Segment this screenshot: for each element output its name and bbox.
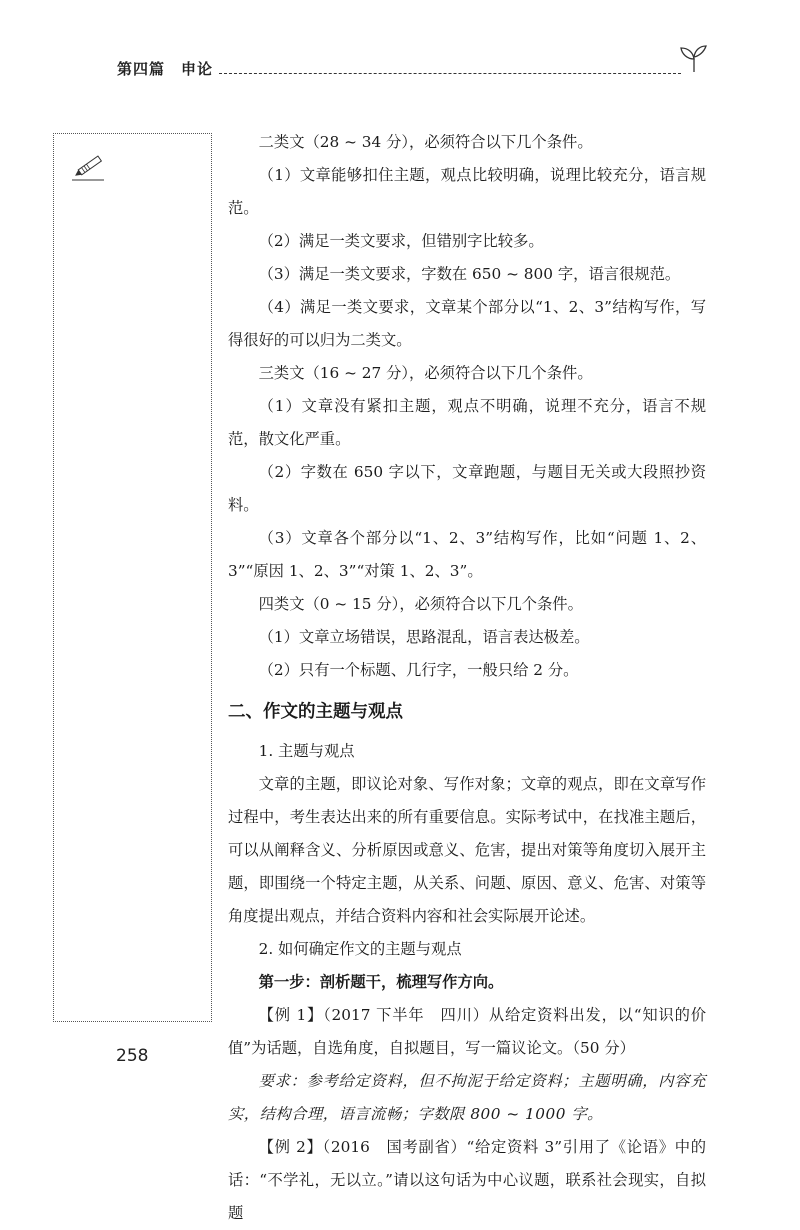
paragraph: （3）文章各个部分以“1、2、3”结构写作，比如“问题 1、2、3”“原因 1、2、3”“对策 1、2、3”。	[228, 529, 706, 580]
pencil-icon	[70, 150, 108, 182]
chapter-title: 第四篇 申论	[117, 60, 214, 78]
page-number: 258	[116, 1046, 149, 1066]
header-rule	[219, 73, 681, 74]
paragraph: （1）文章没有紧扣主题，观点不明确，说理不充分，语言不规范，散文化严重。	[228, 397, 706, 448]
paragraph: 文章的主题，即议论对象、写作对象；文章的观点，即在文章写作过程中，考生表达出来的所有重要信息。实际考试中，在找准主题后，可以从阐释含义、分析原因或意义、危害，提出对策等角度切入展开主题，即围绕一个特定主题，从关系、问题、原因、意义、危害、对策等角度提出观点，并结合资料内容和社会实际展开论述。	[228, 775, 706, 925]
paragraph: （1）文章立场错误，思路混乱，语言表达极差。	[258, 628, 590, 646]
page-header	[117, 58, 707, 82]
paragraph: （2）满足一类文要求，但错别字比较多。	[258, 232, 544, 250]
paragraph: （2）只有一个标题、几行字，一般只给 2 分。	[258, 661, 579, 679]
sidebar-note-box	[53, 133, 212, 1022]
example-paragraph: 【例 2】（2016 国考副省）“给定资料 3”引用了《论语》中的话：“不学礼，无以立。”请以这句话为中心议题，联系社会现实，自拟题	[228, 1138, 706, 1222]
paragraph: （2）字数在 650 字以下，文章跑题，与题目无关或大段照抄资料。	[228, 463, 706, 514]
paragraph: （4）满足一类文要求，文章某个部分以“1、2、3”结构写作，写得很好的可以归为二类文。	[228, 298, 706, 349]
subheading: 2. 如何确定作文的主题与观点	[258, 940, 462, 958]
requirements-paragraph: 要求：参考给定资料，但不拘泥于给定资料；主题明确，内容充实，结构合理，语言流畅；字数限 800 ~ 1000 字。	[228, 1072, 706, 1123]
example-paragraph: 【例 1】（2017 下半年 四川）从给定资料出发，以“知识的价值”为话题，自选角度，自拟题目，写一篇议论文。（50 分）	[228, 1006, 706, 1057]
step-heading: 第一步：剖析题干，梳理写作方向。	[258, 973, 504, 991]
paragraph: 三类文（16 ~ 27 分），必须符合以下几个条件。	[258, 364, 593, 382]
paragraph: 四类文（0 ~ 15 分），必须符合以下几个条件。	[258, 595, 583, 613]
paragraph: （3）满足一类文要求，字数在 650 ~ 800 字，语言很规范。	[258, 265, 681, 283]
sprout-icon	[677, 44, 711, 74]
paragraph: （1）文章能够扣住主题，观点比较明确，说理比较充分，语言规范。	[228, 166, 706, 217]
section-heading: 二、作文的主题与观点	[228, 702, 403, 722]
main-content	[228, 126, 706, 1230]
paragraph: 二类文（28 ~ 34 分），必须符合以下几个条件。	[258, 133, 593, 151]
subheading: 1. 主题与观点	[258, 742, 355, 760]
